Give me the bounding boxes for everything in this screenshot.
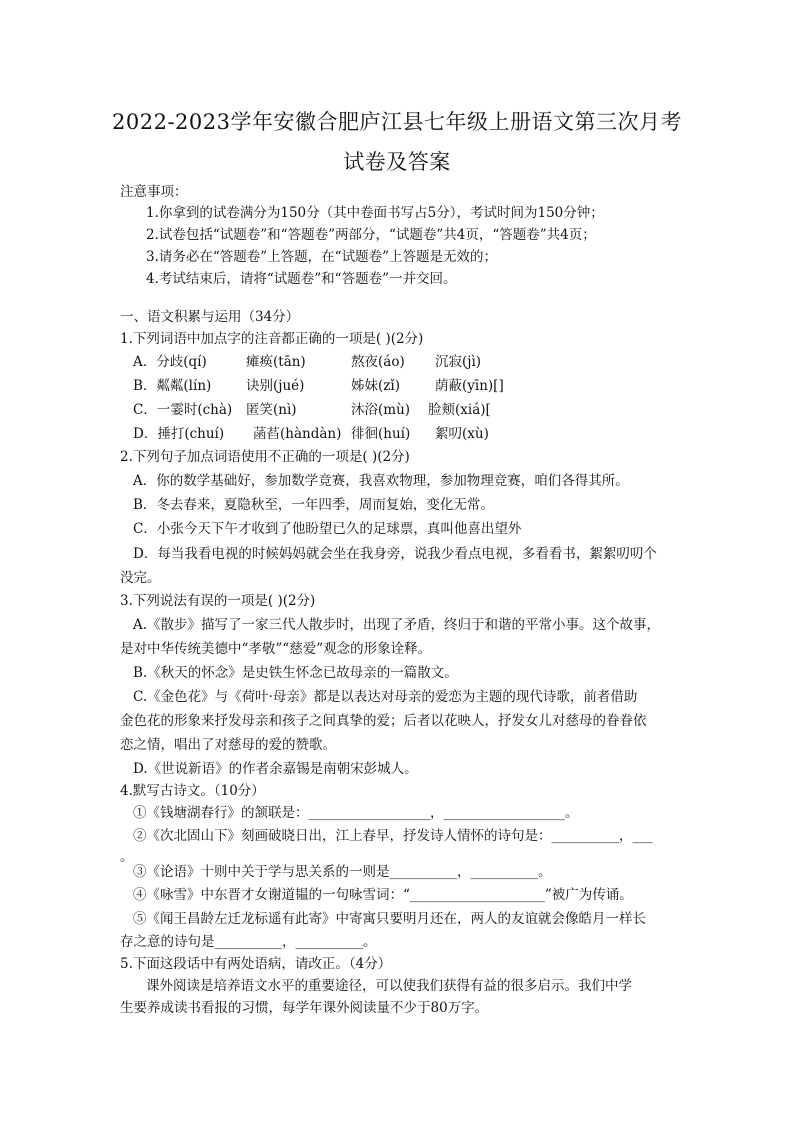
q4-item-1: ①《钱塘湖春行》的颔联是：__________________，__________________。 [133,805,579,821]
q2-option-a: A．你的数学基础好，参加数学竞赛，我喜欢物理，参加物理竞赛，咱们各得其所。 [133,473,629,489]
q1-option-a-word4: 沉寂(jì) [435,354,482,370]
q1-option-a-word3: 熬夜(áo) [351,354,405,370]
q4-item-5-cont: 存之意的诗句是__________，__________。 [120,934,377,950]
q4-item-2-cont: 。 [120,849,134,865]
q4-item-3: ③《论语》十则中关于学与思关系的一则是__________，__________。 [133,864,552,880]
q3-option-a-cont: 是对中华传统美德中“孝敬”“慈爱”观念的形象诠释。 [120,641,432,657]
q1-option-a-word2: 瘫痪(tān) [246,354,306,370]
q1-option-c-word3: 沐浴(mù) [351,402,411,418]
q3-option-d: D.《世说新语》的作者余嘉锡是南朝宋彭城人。 [133,761,418,777]
q3-stem: 3.下列说法有误的一项是( )(2分) [120,593,316,609]
q2-option-c: C．小张今天下午才收到了他盼望已久的足球票，真叫他喜出望外 [133,521,522,537]
exam-title-line1: 2022-2023学年安徽合肥庐江县七年级上册语文第三次月考 [112,110,682,134]
q1-option-b-word4: 荫蔽(yīn)[] [435,378,504,394]
q3-option-c-cont2: 恋之情，唱出了对慈母的爱的赞歌。 [120,737,336,753]
q4-item-5: ⑤《闻王昌龄左迁龙标遥有此寄》中寄寓只要明月还在，两人的友谊就会像皓月一样长 [133,911,646,927]
q5-passage-line2: 生要养成读书看报的习惯，每学年课外阅读量不少于80万字。 [120,1000,489,1016]
exam-title-line2: 试卷及答案 [343,150,451,174]
q3-option-b: B.《秋天的怀念》是史铁生怀念已故母亲的一篇散文。 [133,665,458,681]
q2-stem: 2.下列句子加点词语使用不正确的一项是( )(2分) [120,449,410,465]
q1-option-c-word4: 脸颊(xiá)[ [428,402,491,418]
q3-option-c-cont1: 金色花的形象来抒发母亲和孩子之间真挚的爱；后者以花映人，抒发女儿对慈母的眷眷依 [120,713,647,729]
q5-passage-line1: 课外阅读是培养语文水平的重要途径，可以使我们获得有益的很多启示。我们中学 [146,978,632,994]
q1-option-c-word1: C．一霎时(chà) [133,402,233,418]
q1-option-b-word1: B．粼粼(lín) [133,378,212,394]
notice-heading: 注意事项： [120,184,188,200]
q4-item-4: ④《咏雪》中东晋才女谢道韫的一句咏雪词：“____________________”被广为传诵。 [133,887,633,903]
q1-option-a-word1: A．分歧(qí) [133,354,207,370]
q1-option-d-word1: D．捶打(chuí) [133,426,225,442]
q1-option-c-word2: 匿笑(nì) [246,402,297,418]
q4-item-2: ②《次北固山下》刻画破晓日出，江上春早，抒发诗人情怀的诗句是：__________，___ [133,828,653,844]
q2-option-d-cont: 没完。 [120,570,161,586]
q3-option-c: C.《金色花》与《荷叶·母亲》都是以表达对母亲的爱恋为主题的现代诗歌，前者借助 [133,689,638,705]
q1-option-b-word3: 姊妹(zǐ) [351,378,400,394]
q3-option-a: A.《散步》描写了一家三代人散步时，出现了矛盾，终归于和谐的平常小事。这个故事， [133,617,661,633]
notice-item-4: 4.考试结束后，请将“试题卷”和“答题卷”一并交回。 [146,271,457,287]
q1-option-d-word3: 徘徊(huí) [351,426,411,442]
q1-option-b-word2: 诀别(jué) [246,378,305,394]
q1-option-d-word4: 絮叨(xù) [435,426,489,442]
q5-stem: 5.下面这段话中有两处语病，请改正。（4分） [120,956,392,972]
q1-stem: 1.下列词语中加点字的注音都正确的一项是( )(2分) [120,331,424,347]
notice-item-2: 2.试卷包括“试题卷”和“答题卷”两部分，“试题卷”共4页，“答题卷”共4页； [146,227,596,243]
q1-option-d-word2: 菡萏(hàndàn) [253,426,342,442]
q2-option-d: D．每当我看电视的时候妈妈就会坐在我身旁，说我少看点电视，多看看书，絮絮叨叨个 [133,546,657,562]
q2-option-b: B．冬去春来，夏隐秋至，一年四季，周而复始，变化无常。 [133,497,494,513]
section-heading: 一、语文积累与运用（34分） [120,309,300,325]
notice-item-3: 3.请务必在“答题卷”上答题，在“试题卷”上答题是无效的； [146,249,497,265]
notice-item-1: 1.你拿到的试卷满分为150分（其中卷面书写占5分），考试时间为150分钟； [146,205,604,221]
q4-stem: 4.默写古诗文。（10分） [120,783,265,799]
